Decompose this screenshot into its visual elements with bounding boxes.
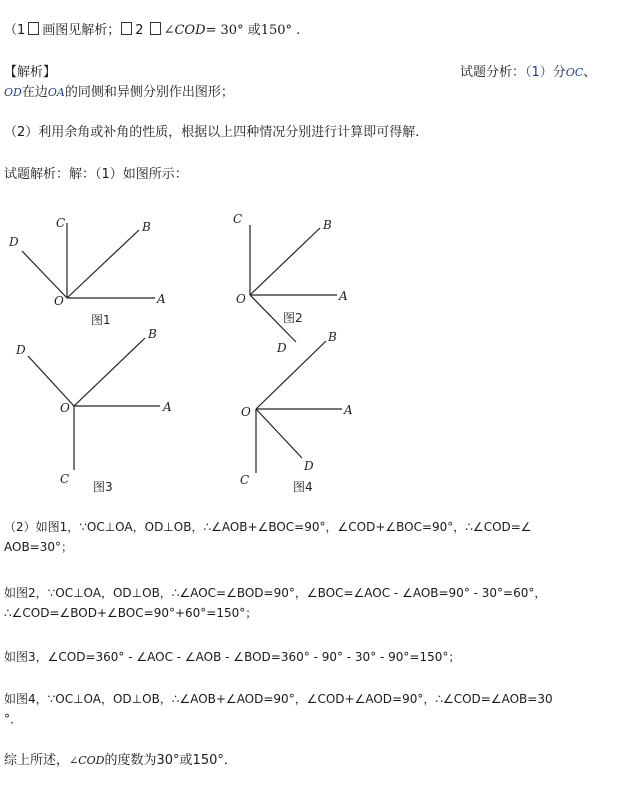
part2-fig1-line2: AOB=30°；	[4, 540, 74, 554]
analysis-title: 【解析】	[4, 65, 57, 80]
ray-ob	[256, 341, 326, 409]
step1-oc: OC	[565, 66, 584, 79]
step1-number: （1）	[525, 65, 553, 80]
analysis-step1-cont	[4, 84, 234, 102]
answer-line	[4, 22, 300, 40]
missing-glyph-box	[121, 22, 132, 35]
label-o: O	[241, 405, 251, 419]
conclusion	[4, 752, 237, 770]
conclusion-a: 综上所述，	[4, 753, 70, 768]
label-d: D	[9, 235, 19, 249]
part2-fig1-line1: （2）如图1，∵OC⊥OA，OD⊥OB，∴∠AOB+∠BOC=90°，∠COD+∠BOC=90°，∴∠COD=∠	[4, 520, 532, 534]
part2-fig4-line2: °．	[4, 712, 23, 726]
ray-od	[28, 356, 74, 406]
analysis-step2: （2）利用余角或补角的性质，根据以上四种情况分别进行计算即可得解．	[4, 125, 429, 140]
step1-oa: OA	[47, 86, 65, 99]
figure-2-caption: 图2	[283, 311, 303, 325]
step1-text-c: 在边	[21, 85, 48, 100]
label-o: O	[54, 294, 64, 308]
answer-values: = 30° 或150° .	[205, 23, 301, 38]
answer-part1-text: 画图见解析；	[42, 23, 121, 38]
figure-3-caption: 图3	[93, 480, 113, 494]
step1-od: OD	[4, 86, 22, 99]
figure-1	[0, 205, 190, 335]
label-c: C	[240, 473, 250, 487]
step1-text-d: 的同侧和异侧分别作出图形；	[64, 85, 234, 100]
part2-fig3-line1: 如图3，∠COD=360° - ∠AOC - ∠AOB - ∠BOD=360° - 90° - 30° - 90°=150°；	[4, 650, 461, 664]
label-c: C	[56, 216, 66, 230]
answer-angle: ∠COD	[163, 23, 206, 38]
label-a: A	[157, 292, 166, 306]
label-o: O	[60, 401, 70, 415]
missing-glyph-box	[150, 22, 161, 35]
ray-od	[22, 251, 67, 298]
ray-ob	[74, 338, 145, 406]
label-b: B	[323, 218, 332, 232]
missing-glyph-box	[28, 22, 39, 35]
conclusion-c: 的度数为30°或150°．	[104, 753, 237, 768]
label-a: A	[163, 400, 172, 414]
label-b: B	[148, 327, 157, 341]
label-b: B	[328, 330, 337, 344]
label-a: A	[339, 289, 348, 303]
label-a: A	[344, 403, 353, 417]
solution-intro: 试题解析：解：（1）如图所示：	[4, 167, 188, 182]
analysis-label: 试题分析：	[460, 65, 526, 80]
answer-part2-num: 2	[135, 23, 144, 38]
label-d: D	[16, 343, 26, 357]
conclusion-angle: ∠COD	[69, 754, 105, 767]
ray-ob	[250, 228, 320, 295]
figure-4	[220, 325, 380, 505]
part2-fig4-line1: 如图4，∵OC⊥OA，OD⊥OB，∴∠AOB+∠AOD=90°，∠COD+∠AOD=90°，∴∠COD=∠AOB=30	[4, 692, 553, 706]
label-d: D	[277, 341, 287, 355]
figure-3	[0, 320, 190, 500]
label-c: C	[60, 472, 70, 486]
label-o: O	[236, 292, 246, 306]
label-d: D	[304, 459, 314, 473]
part2-fig2-line1: 如图2，∵OC⊥OA，OD⊥OB，∴∠AOC=∠BOD=90°，∠BOC=∠AOC - ∠AOB=90° - 30°=60°，	[4, 586, 547, 600]
ray-ob	[67, 230, 139, 298]
step1-text-a: 分	[552, 65, 566, 80]
part2-fig2-line2: ∴∠COD=∠BOD+∠BOC=90°+60°=150°；	[4, 606, 258, 620]
answer-part1-num: （1	[4, 23, 26, 38]
step1-text-b: 、	[583, 65, 597, 80]
label-b: B	[142, 220, 151, 234]
figure-4-caption: 图4	[293, 480, 313, 494]
analysis-step1-start	[460, 64, 596, 82]
ray-od	[256, 409, 302, 458]
label-c: C	[233, 212, 243, 226]
figure-1-caption: 图1	[91, 313, 111, 327]
